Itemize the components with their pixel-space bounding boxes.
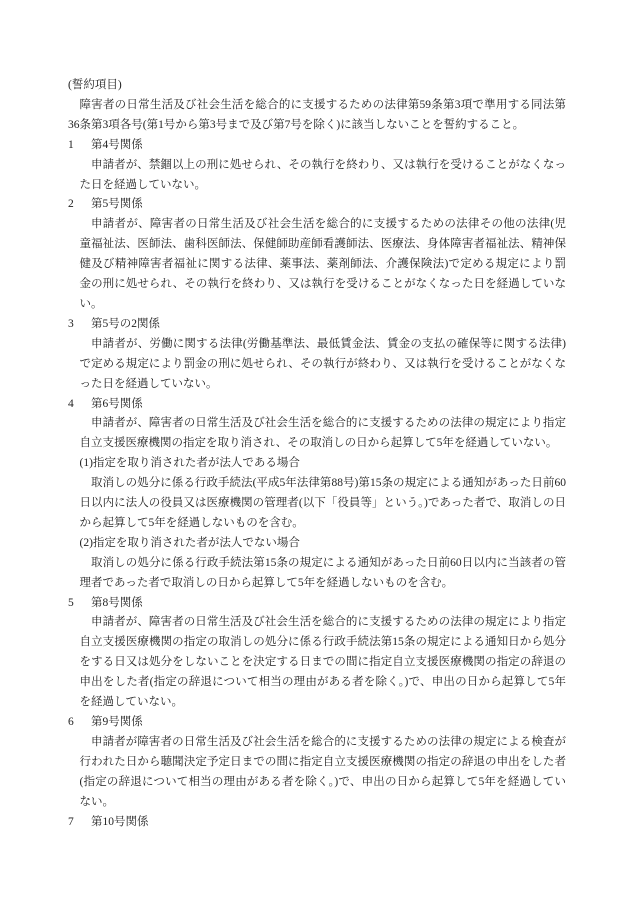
section xyxy=(68,195,566,314)
intro-paragraph: 障害者の日常生活及び社会生活を総合的に支援するための法律第59条第3項で準用する同法第36条第3項各号(第1号から第3号まで及び第7号を除く)に該当しないことを誓約すること。 xyxy=(68,98,566,131)
section-heading xyxy=(68,713,566,733)
section-title: 第9号関係 xyxy=(91,716,143,728)
subitem-heading: (2)指定を取り消された者が法人でない場合 xyxy=(79,536,300,549)
paragraph: 取消しの処分に係る行政手続法(平成5年法律第88号)第15条の規定による通知があった日前60日以内に法人の役員又は医療機関の管理者(以下「役員等」という。)であった者で、取消しの日から起算して5年を経過しないものを含む。 xyxy=(79,477,566,529)
section-heading xyxy=(68,136,566,156)
section-heading xyxy=(68,195,566,215)
section-number: 3 xyxy=(68,317,74,330)
section-heading xyxy=(68,594,566,614)
paragraph: 申請者が、障害者の日常生活及び社会生活を総合的に支援するための法律その他の法律(児童福祉法、医師法、歯科医師法、保健師助産師看護師法、医療法、身体障害者福祉法、精神保健及び精神障害者福祉に関する法律、薬事法、薬剤師法、介護保険法)で定める規定により罰金の刑に処せられ、その執行を終わり、又は執行を受けることがなくなった日を経過していない。 xyxy=(79,218,566,310)
document-title: (誓約項目) xyxy=(68,79,122,91)
paragraph: 申請者が、労働に関する法律(労働基準法、最低賃金法、賃金の支払の確保等に関する法律)で定める規定により罰金の刑に処せられ、その執行が終わり、又は執行を受けることがなくなった日を経過していない。 xyxy=(79,337,566,390)
sections xyxy=(68,136,566,833)
section-title: 第5号の2関係 xyxy=(91,317,160,330)
section-title: 第5号関係 xyxy=(91,198,143,211)
subitem-heading: (1)指定を取り消された者が法人である場合 xyxy=(79,457,300,470)
section-number: 4 xyxy=(68,397,74,410)
section-number: 5 xyxy=(68,596,74,609)
section xyxy=(68,136,566,196)
section-number: 1 xyxy=(68,138,74,151)
section-title: 第8号関係 xyxy=(91,596,143,609)
section-body xyxy=(68,215,566,315)
paragraph: 申請者が障害者の日常生活及び社会生活を総合的に支援するための法律の規定による検査が行われた日から聴聞決定予定日までの間に指定自立支援医療機関の指定の辞退の申出をした者(指定の辞退について相当の理由がある者を除く。)で、申出の日から起算して5年を経過していない。 xyxy=(79,735,566,808)
section-number: 2 xyxy=(68,198,74,211)
paragraph: 申請者が、障害者の日常生活及び社会生活を総合的に支援するための法律の規定により指定自立支援医療機関の指定を取り消され、その取消しの日から起算して5年を経過していない。 xyxy=(79,417,566,450)
section-heading xyxy=(68,813,566,833)
paragraph: 取消しの処分に係る行政手続法第15条の規定による通知があった日前60日以内に当該者の管理者であった者で取消しの日から起算して5年を経過しないものを含む。 xyxy=(79,556,566,589)
section xyxy=(68,813,566,833)
section xyxy=(68,594,566,713)
section-body xyxy=(68,733,566,813)
paragraph: 申請者が、障害者の日常生活及び社会生活を総合的に支援するための法律の規定により指定自立支援医療機関の指定の取消しの処分に係る行政手続法第15条の規定による通知日から処分をする日又は処分をしないことを決定する日までの間に指定自立支援医療機関の指定の辞退の申出をした者(指定の辞退について相当の理由がある者を除く。)で、申出の日から起算して5年を経過していない。 xyxy=(79,616,566,709)
section-number: 7 xyxy=(68,815,74,828)
section-title: 第6号関係 xyxy=(91,397,143,410)
section xyxy=(68,395,566,594)
paragraph: 申請者が、禁錮以上の刑に処せられ、その執行を終わり、又は執行を受けることがなくなった日を経過していない。 xyxy=(79,158,566,191)
section xyxy=(68,315,566,395)
section xyxy=(68,713,566,813)
section-body xyxy=(68,156,566,196)
section-heading xyxy=(68,315,566,335)
section-heading xyxy=(68,395,566,415)
section-body xyxy=(68,613,566,713)
section-number: 6 xyxy=(68,716,74,728)
section-body xyxy=(68,414,566,593)
section-body xyxy=(68,335,566,395)
section-title: 第10号関係 xyxy=(91,815,149,828)
section-title: 第4号関係 xyxy=(91,138,143,151)
